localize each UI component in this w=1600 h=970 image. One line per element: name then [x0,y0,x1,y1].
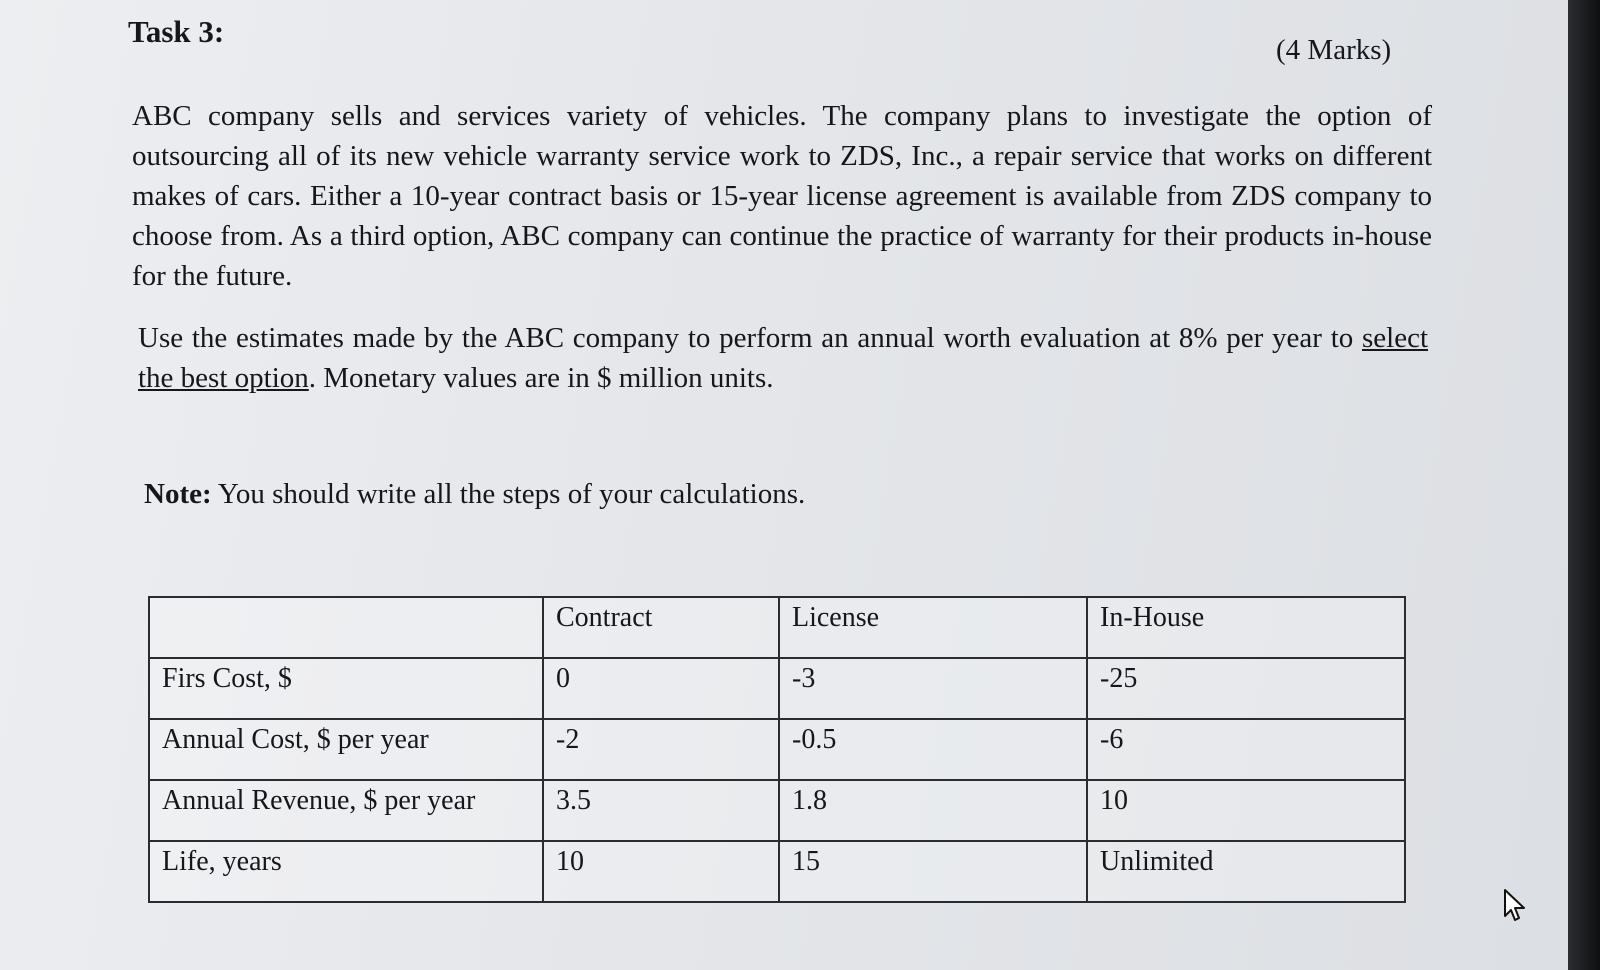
table-header-cell: Contract [543,597,779,658]
table-cell: 1.8 [779,780,1087,841]
row-label: Firs Cost, $ [149,658,543,719]
instruction-text-end: . Monetary values are in $ million units. [308,362,774,394]
table-header-cell: License [779,597,1087,658]
table-cell: -0.5 [779,719,1087,780]
table-cell: 10 [543,841,779,902]
problem-description: ABC company sells and services variety of vehicles. The company plans to investigate the option of outsourcing all of its new vehicle warranty service work to ZDS, Inc., a repair service that works on different makes of cars. Either a 10-year contract basis or 15-year license agreement is available from ZDS company to choose from. As a third option, ABC company can continue the practice of warranty for their products in-house for the future. [132,100,1432,292]
note [144,478,805,511]
row-label: Annual Cost, $ per year [149,719,543,780]
task-marks: (4 Marks) [1276,34,1392,66]
table-header-cell: In-House [1087,597,1405,658]
table-cell: -6 [1087,719,1405,780]
table-row [149,658,1405,719]
instruction-underlined: select the best option [138,322,1428,394]
row-label: Life, years [149,841,543,902]
table-cell: -25 [1087,658,1405,719]
table-row [149,780,1405,841]
instruction-text-start: Use the estimates made by the ABC company to perform an annual worth evaluation at 8% per year to [138,322,1362,354]
table-row [149,841,1405,902]
monitor-bezel [1568,0,1600,970]
table-cell: 0 [543,658,779,719]
table-cell: Unlimited [1087,841,1405,902]
table-header-row [149,597,1405,658]
table-cell: 3.5 [543,780,779,841]
task-title: Task 3: [128,14,225,49]
note-text: You should write all the steps of your calculations. [211,478,806,510]
estimates-table [148,596,1406,903]
mouse-pointer-icon [1503,888,1529,922]
instruction-paragraph [138,318,1428,398]
table-row [149,719,1405,780]
table-cell: 15 [779,841,1087,902]
note-label: Note: [144,478,212,510]
table-header-cell [149,597,543,658]
table-cell: 10 [1087,780,1405,841]
row-label: Annual Revenue, $ per year [149,780,543,841]
table-cell: -2 [543,719,779,780]
table-cell: -3 [779,658,1087,719]
